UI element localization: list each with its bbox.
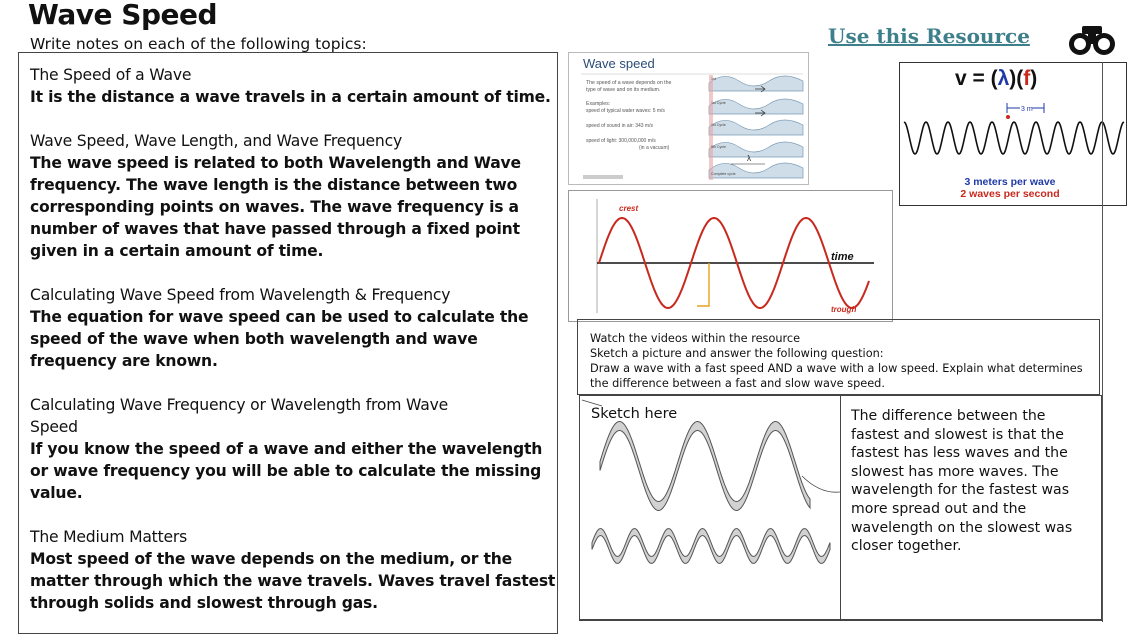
- formula-f: f: [1023, 67, 1031, 90]
- formula-end: ): [1030, 67, 1038, 90]
- time-label: time: [831, 251, 854, 263]
- note-line: speed of the wave when both wavelength and wave: [30, 330, 478, 348]
- wave-formula-diagram: [899, 62, 1127, 206]
- note-line: through solids and slowest through gas.: [30, 594, 378, 612]
- sketch-label: Sketch here: [591, 406, 678, 422]
- note-line: If you know the speed of a wave and either the wavelength: [30, 440, 543, 458]
- note-line: frequency. The wave length is the distance between two: [30, 176, 518, 194]
- page-subtitle: Write notes on each of the following topics:: [30, 35, 367, 53]
- crest-trough-diagram: [568, 190, 893, 322]
- slide-example: speed of typical water waves: 5 m/s: [586, 108, 665, 114]
- cycle-label: 1st: [711, 77, 716, 81]
- note-line: value.: [30, 484, 83, 502]
- instruction-line: Watch the videos within the resource: [590, 332, 801, 345]
- note-heading: Wave Speed, Wave Length, and Wave Frequency: [30, 132, 403, 150]
- note-heading: Calculating Wave Frequency or Wavelength from Wave: [30, 396, 448, 414]
- formula-v: v = (: [955, 67, 998, 90]
- note-line: matter through which the wave travels. Waves travel fastest: [30, 572, 556, 590]
- answer-line: closer together.: [851, 538, 962, 555]
- note-line: Most speed of the wave depends on the medium, or the: [30, 550, 513, 568]
- trough-label: trough: [831, 305, 857, 314]
- divider: [1102, 62, 1103, 622]
- waves-per-second: 2 waves per second: [960, 188, 1060, 200]
- slide-intro: The speed of a wave depends on the: [586, 80, 672, 86]
- answer-line: wavelength on the slowest was: [851, 519, 1073, 536]
- formula-mid: )(: [1009, 67, 1024, 90]
- slide-title: Wave speed: [583, 56, 655, 71]
- answer-line: wavelength for the fastest was: [851, 482, 1070, 499]
- cycle-label: 1st Cycle: [711, 101, 726, 105]
- formula-wave: [904, 122, 1124, 154]
- note-line: frequency are known.: [30, 352, 218, 370]
- answer-line: fastest and slowest is that the: [851, 426, 1064, 443]
- notes-panel: [18, 52, 558, 634]
- note-heading: Speed: [30, 418, 78, 436]
- sketch-area[interactable]: [579, 395, 841, 620]
- note-line: or wave frequency you will be able to calculate the missing: [30, 462, 542, 480]
- note-line: The wave speed is related to both Wavelength and Wave: [30, 154, 521, 172]
- use-resource-link[interactable]: Use this Resource: [828, 24, 1030, 48]
- note-heading: Calculating Wave Speed from Wavelength & Frequency: [30, 286, 451, 304]
- binoculars-icon[interactable]: [1066, 22, 1118, 58]
- slide-lambda: λ: [747, 154, 751, 163]
- cycle-label: 1st Cycle: [711, 123, 726, 127]
- instruction-line: Sketch a picture and answer the following question:: [590, 347, 884, 360]
- svg-text:v = (λ)(f): [955, 67, 1037, 90]
- divider: [579, 620, 1103, 621]
- crest-label: crest: [619, 204, 639, 213]
- page-title: Wave Speed: [28, 0, 218, 31]
- formula-lambda: λ: [997, 67, 1010, 90]
- note-line: number of waves that have passed through a fixed point: [30, 220, 520, 238]
- meters-per-wave: 3 meters per wave: [964, 176, 1056, 188]
- instruction-line: Draw a wave with a fast speed AND a wave with a low speed. Explain what determines: [590, 362, 1083, 375]
- note-heading: The Speed of a Wave: [30, 66, 192, 84]
- answer-box[interactable]: [840, 395, 1102, 620]
- note-line: corresponding points on waves. The wave frequency is a: [30, 198, 519, 216]
- cycle-label: Complete cycle: [711, 172, 736, 176]
- formula-scale: 3 m: [1021, 106, 1033, 113]
- note-line: The equation for wave speed can be used to calculate the: [30, 308, 529, 326]
- note-line: given in a certain amount of time.: [30, 242, 324, 260]
- instructions-box: [577, 319, 1100, 395]
- slide-vacuum-note: (in a vacuum): [639, 145, 670, 151]
- instruction-line: the difference between a fast and slow wave speed.: [590, 377, 885, 390]
- slide-example: speed of light: 300,000,000 m/s: [586, 138, 656, 144]
- note-line: It is the distance a wave travels in a certain amount of time.: [30, 88, 551, 106]
- slide-intro: type of wave and on its medium.: [586, 87, 661, 93]
- answer-line: fastest has less waves and the: [851, 445, 1068, 462]
- cycle-label: 5th Cycle: [711, 145, 726, 149]
- sketch-wave: [592, 529, 830, 564]
- amplitude-marker: [697, 263, 709, 306]
- wave-speed-slide[interactable]: [568, 52, 809, 185]
- answer-line: The difference between the: [851, 408, 1046, 424]
- slide-example: speed of sound in air: 343 m/s: [586, 123, 653, 129]
- answer-line: more spread out and the: [851, 500, 1027, 517]
- slide-examples-label: Examples:: [586, 101, 611, 107]
- note-heading: The Medium Matters: [30, 528, 188, 546]
- sketch-wave: [600, 422, 810, 511]
- answer-line: slowest has more waves. The: [851, 463, 1059, 480]
